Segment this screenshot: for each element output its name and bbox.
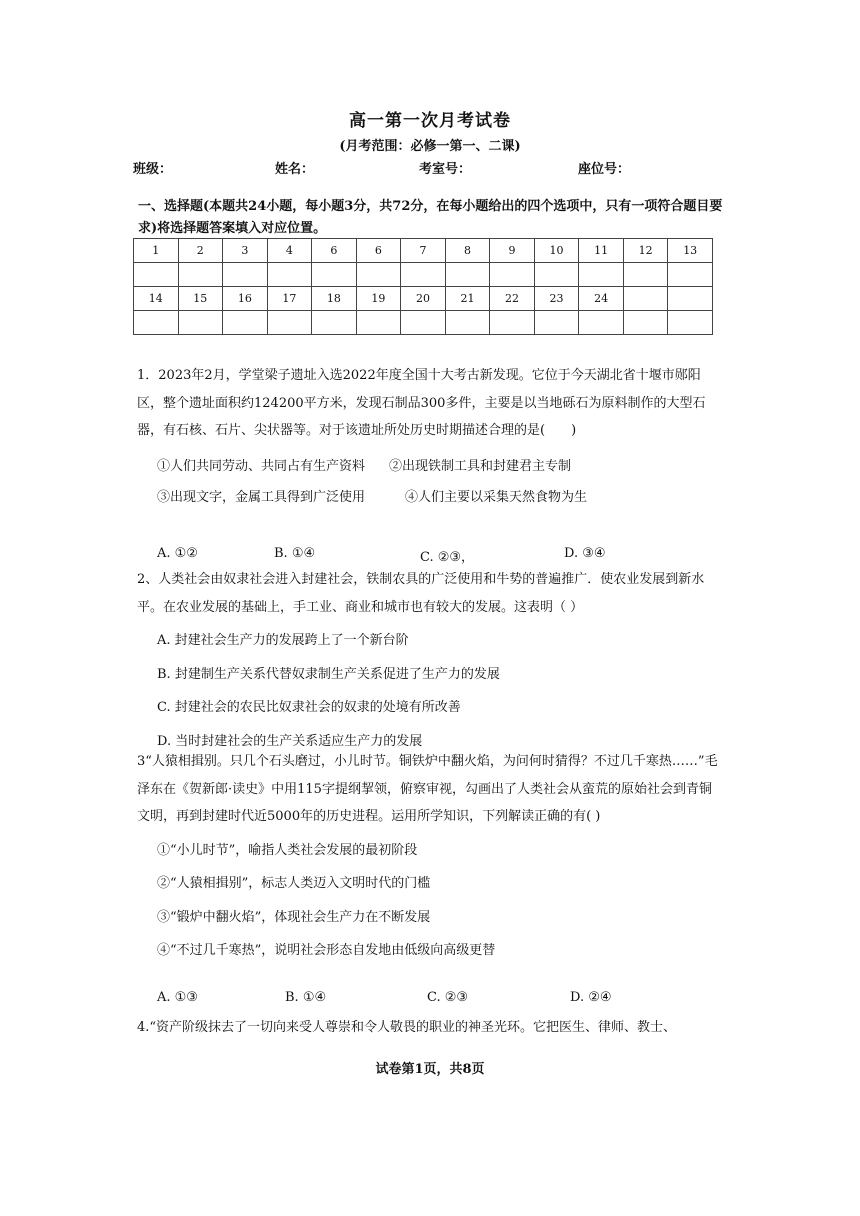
answer-cell-label: 19 (356, 287, 401, 311)
answer-blank-cell[interactable] (490, 263, 535, 287)
answer-cell-label: 8 (445, 239, 490, 263)
question-4 (137, 1014, 722, 1042)
answer-table-header-row (134, 287, 713, 311)
question-3-option-4: ④“不过几千寒热”，说明社会形态自发地由低级向高级更替 (157, 943, 496, 958)
answer-blank-cell[interactable] (490, 311, 535, 335)
question-3-choice-a[interactable]: A. ①③ (157, 990, 198, 1005)
question-3-choice-c[interactable]: C. ②③ (427, 990, 469, 1005)
question-1-choice-b[interactable]: B. ①④ (274, 546, 316, 561)
answer-cell-label: 3 (223, 239, 268, 263)
exam-title: 高一第一次月考试卷 (349, 111, 511, 131)
answer-cell-label: 2 (178, 239, 223, 263)
answer-cell-label: 21 (445, 287, 490, 311)
question-3-stem: 3“人猿相揖别。只几个石头磨过，小儿时节。铜铁炉中翻火焰，为问何时猜得？不过几千寒热……”毛泽东在《贺新郎·读史》中用115字提纲挈领，俯察审视，勾画出了人类社会从蛮荒的原始社会到青铜文明，再到封建时代近5000年的历史进程。运用所学知识，下列解读正确的有( ) (137, 754, 718, 824)
answer-cell-label: 12 (623, 239, 668, 263)
answer-cell-label: 13 (668, 239, 713, 263)
answer-cell-label: 11 (579, 239, 624, 263)
question-1-option-1: ①人们共同劳动、共同占有生产资料 (157, 458, 366, 474)
answer-blank-cell[interactable] (534, 311, 579, 335)
question-2 (137, 566, 722, 755)
answer-cell-label: 24 (579, 287, 624, 311)
answer-table-blank-row (134, 311, 713, 335)
exam-subtitle: (月考范围：必修一第一、二课) (339, 139, 521, 154)
answer-cell-label: 15 (178, 287, 223, 311)
answer-cell-label (623, 287, 668, 311)
page-footer: 试卷第1页，共8页 (375, 1062, 485, 1077)
question-1 (137, 362, 722, 512)
seat-label: 座位号： (578, 162, 631, 177)
section-heading: 一、选择题(本题共24小题，每小题3分，共72分，在每小题给出的四个选项中，只有一项符合题目要求)将选择题答案填入对应位置。 (138, 199, 723, 236)
answer-blank-cell[interactable] (579, 263, 624, 287)
question-2-choice-c[interactable]: C. 封建社会的农民比奴隶社会的奴隶的处境有所改善 (157, 700, 461, 715)
question-3-option-3: ③“锻炉中翻火焰”，体现社会生产力在不断发展 (157, 909, 431, 925)
answer-blank-cell[interactable] (178, 311, 223, 335)
answer-blank-cell[interactable] (668, 263, 713, 287)
question-1-choice-d[interactable]: D. ③④ (564, 546, 606, 561)
answer-cell-label: 4 (267, 239, 312, 263)
answer-cell-label: 7 (401, 239, 446, 263)
question-1-choice-c[interactable]: C. ②③， (420, 550, 475, 565)
question-2-stem: 2、人类社会由奴隶社会进入封建社会，铁制农具的广泛使用和牛势的普遍推广．使农业发展到新水平。在农业发展的基础上，手工业、商业和城市也有较大的发展。这表明（ ） (137, 572, 705, 615)
answer-blank-cell[interactable] (178, 263, 223, 287)
answer-blank-cell[interactable] (223, 311, 268, 335)
class-label: 班级： (133, 162, 173, 177)
answer-blank-cell[interactable] (267, 311, 312, 335)
answer-cell-label (668, 287, 713, 311)
question-1-stem: 1．2023年2月，学堂梁子遗址入选2022年度全国十大考古新发现。它位于今天湖北省十堰市郧阳区，整个遗址面积约124200平方米，发现石制品300多件，主要是以当地砾石为原料制作的大型石器，有石核、石片、尖状器等。对于该遗址所处历史时期描述合理的是( ) (137, 368, 706, 438)
question-2-choice-d[interactable]: D. 当时封建社会的生产关系适应生产力的发展 (157, 733, 423, 749)
question-3-choice-d[interactable]: D. ②④ (570, 990, 612, 1005)
question-4-stem: 4.“资产阶级抹去了一切向来受人尊崇和令人敬畏的职业的神圣光环。它把医生、律师、教士、 (137, 1020, 677, 1035)
question-1-option-2: ②出现铁制工具和封建君主专制 (389, 458, 572, 474)
answer-blank-cell[interactable] (312, 263, 357, 287)
question-1-options-row (137, 453, 722, 481)
question-2-choice-b[interactable]: B. 封建制生产关系代替奴隶制生产关系促进了生产力的发展 (157, 666, 500, 682)
question-3-option-1: ①“小儿时节”，喻指人类社会发展的最初阶段 (157, 842, 418, 858)
answer-blank-cell[interactable] (623, 263, 668, 287)
answer-blank-cell[interactable] (534, 263, 579, 287)
answer-cell-label: 22 (490, 287, 535, 311)
answer-blank-cell[interactable] (401, 311, 446, 335)
question-3-option-2: ②“人猿相揖别”，标志人类迈入文明时代的门槛 (157, 876, 431, 891)
question-3-choice-b[interactable]: B. ①④ (285, 990, 327, 1005)
answer-cell-label: 16 (223, 287, 268, 311)
name-label: 姓名： (275, 162, 315, 177)
answer-cell-label: 20 (401, 287, 446, 311)
answer-cell-label: 17 (267, 287, 312, 311)
answer-cell-label: 6 (312, 239, 357, 263)
answer-table-blank-row (134, 263, 713, 287)
question-2-choice-a[interactable]: A. 封建社会生产力的发展跨上了一个新台阶 (157, 633, 409, 648)
answer-cell-label: 6 (356, 239, 401, 263)
answer-blank-cell[interactable] (223, 263, 268, 287)
answer-cell-label: 18 (312, 287, 357, 311)
answer-blank-cell[interactable] (445, 311, 490, 335)
answer-cell-label: 23 (534, 287, 579, 311)
answer-cell-label: 1 (134, 239, 179, 263)
answer-blank-cell[interactable] (401, 263, 446, 287)
answer-blank-cell[interactable] (579, 311, 624, 335)
answer-blank-cell[interactable] (312, 311, 357, 335)
question-1-option-4: ④人们主要以采集天然食物为生 (405, 490, 588, 505)
room-label: 考室号： (419, 162, 472, 177)
question-1-options-row (137, 484, 722, 512)
answer-blank-cell[interactable] (668, 311, 713, 335)
answer-blank-cell[interactable] (445, 263, 490, 287)
question-1-choice-a[interactable]: A. ①② (157, 546, 198, 561)
answer-blank-cell[interactable] (623, 311, 668, 335)
question-3 (137, 748, 722, 965)
answer-blank-cell[interactable] (356, 263, 401, 287)
answer-table-header-row (134, 239, 713, 263)
answer-table (133, 238, 713, 335)
answer-cell-label: 9 (490, 239, 535, 263)
answer-blank-cell[interactable] (267, 263, 312, 287)
answer-blank-cell[interactable] (134, 311, 179, 335)
answer-blank-cell[interactable] (356, 311, 401, 335)
question-1-option-3: ③出现文字，金属工具得到广泛使用 (157, 490, 366, 505)
answer-cell-label: 10 (534, 239, 579, 263)
answer-blank-cell[interactable] (134, 263, 179, 287)
answer-cell-label: 14 (134, 287, 179, 311)
